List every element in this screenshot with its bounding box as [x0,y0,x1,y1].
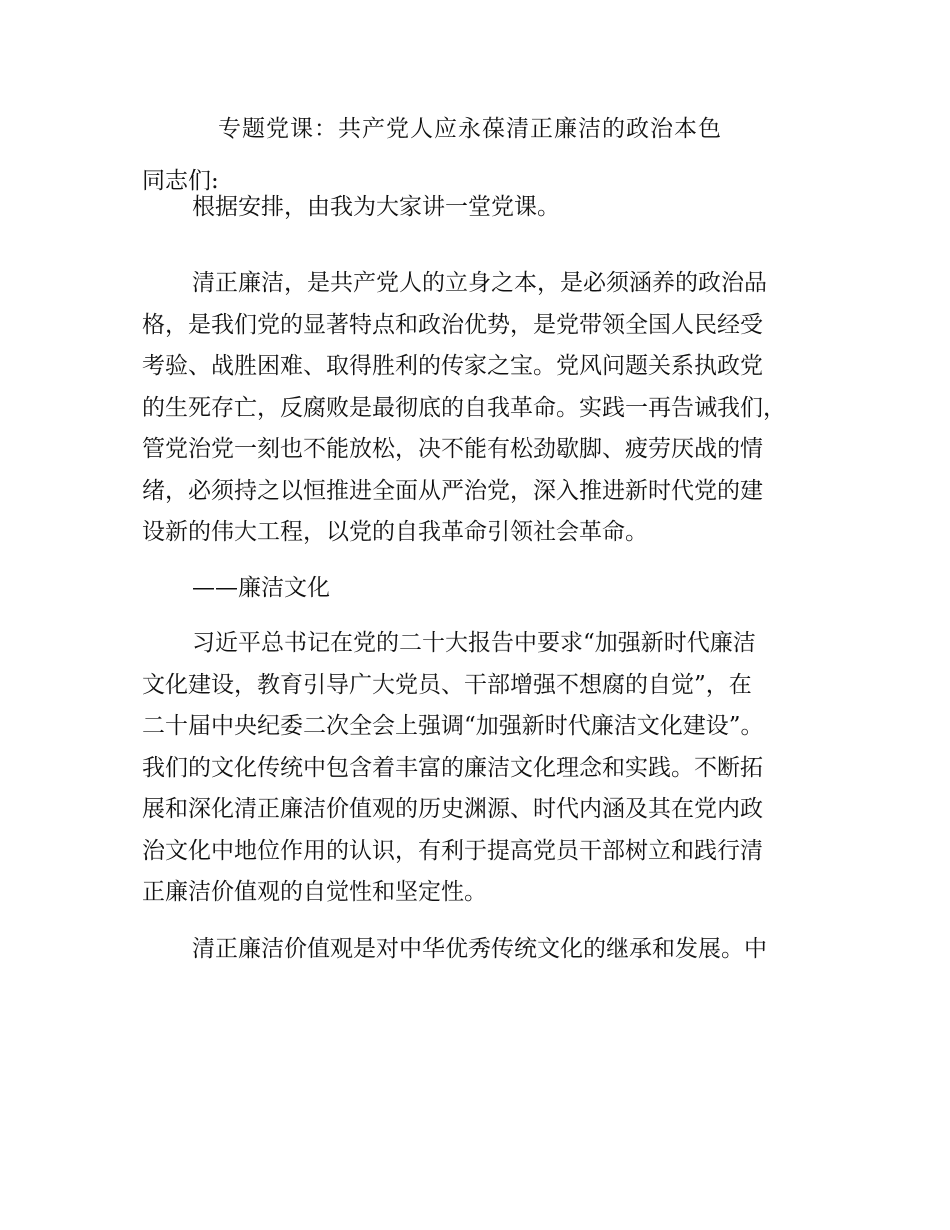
paragraph-line: 正廉洁价值观的自觉性和坚定性。 [142,879,487,905]
paragraph-line: 清正廉洁，是共产党人的立身之本，是必须涵养的政治品 [192,270,767,296]
paragraph-intro [142,187,560,229]
paragraph-line: 展和深化清正廉洁价值观的历史渊源、时代内涵及其在党内政 [142,796,763,822]
paragraph-line: 根据安排，由我为大家讲一堂党课。 [192,194,560,220]
paragraph-line: 二十届中央纪委二次全会上强调“加强新时代廉洁文化建设”。 [142,713,764,739]
paragraph-line: 我们的文化传统中包含着丰富的廉洁文化理念和实践。不断拓 [142,754,763,781]
section-heading [142,568,330,610]
paragraph-line: 设新的伟大工程，以党的自我革命引领社会革命。 [142,519,648,545]
paragraph-integrity-culture [142,623,764,914]
salutation: 同志们: [142,168,219,194]
paragraph-line: 的生死存亡，反腐败是最彻底的自我革命。实践一再告诫我们， [142,394,786,421]
paragraph-line: 习近平总书记在党的二十大报告中要求“加强新时代廉洁 [192,630,756,656]
paragraph-line: 绪，必须持之以恒推进全面从严治党，深入推进新时代党的建 [142,477,763,504]
paragraph-clean-governance [142,263,786,554]
paragraph-line: 文化建设，教育引导广大党员、干部增强不想腐的自觉”，在 [142,671,752,698]
paragraph-line: 管党治党一刻也不能放松，决不能有松劲歇脚、疲劳厌战的情 [142,436,763,462]
paragraph-line: 考验、战胜困难、取得胜利的传家之宝。党风问题关系执政党 [142,353,763,379]
paragraph-line: 治文化中地位作用的认识，有利于提高党员干部树立和践行清 [142,837,763,864]
paragraph-line: 格，是我们党的显著特点和政治优势，是党带领全国人民经受 [142,311,763,338]
paragraph-values [142,929,767,971]
paragraph-line: 清正廉洁价值观是对中华优秀传统文化的继承和发展。中 [192,936,767,962]
section-heading-text: ——廉洁文化 [192,575,330,601]
document-title: 专题党课：共产党人应永葆清正廉洁的政治本色 [218,116,722,142]
